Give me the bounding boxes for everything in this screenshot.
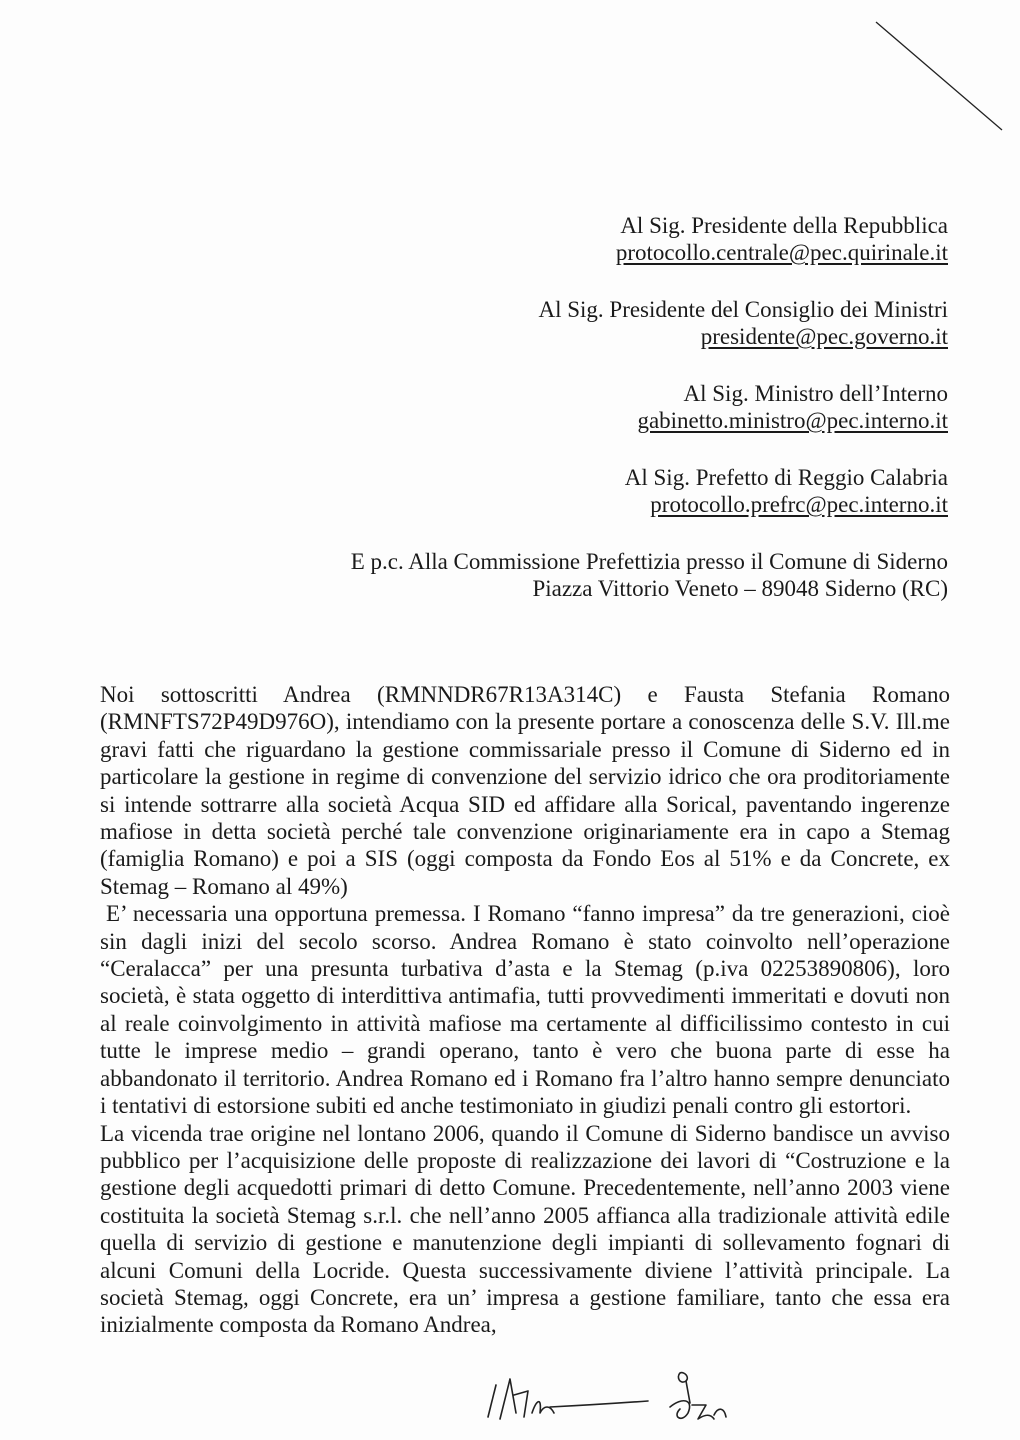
cc-line-1: E p.c. Alla Commissione Prefettizia presso il Comune di Siderno [350, 549, 948, 574]
recipient-line: Al Sig. Presidente della Repubblica [620, 213, 948, 238]
recipient-email: protocollo.centrale@pec.quirinale.it [615, 240, 948, 265]
corner-pen-stroke [870, 18, 1010, 138]
handwritten-signatures [470, 1355, 810, 1435]
recipients-block [248, 212, 948, 602]
recipient-minister-interior [248, 380, 948, 434]
recipient-prefect [248, 464, 948, 518]
cc-line-2: Piazza Vittorio Veneto – 89048 Siderno (RC) [532, 576, 948, 601]
letter-body [100, 681, 950, 1339]
recipient-email: protocollo.prefrc@pec.interno.it [650, 492, 948, 517]
recipient-email: presidente@pec.governo.it [700, 324, 948, 349]
recipient-line: Al Sig. Prefetto di Reggio Calabria [624, 465, 948, 490]
paragraph-intro: Noi sottoscritti Andrea (RMNNDR67R13A314C) e Fausta Stefania Romano (RMNFTS72P49D976O), intendiamo con la presente portare a conoscenza delle S.V. Ill.me gravi fatti che riguardano la gestione commissariale presso il Comune di Siderno ed in particolare la gestione in regime di convenzione del servizio idrico che ora proditoriamente si intende sottrarre alla società Acqua SID ed affidare alla Sorical, paventando ingerenze mafiose in detta società perché tale convenzione originariamente era in capo a Stemag (famiglia Romano) e poi a SIS (oggi composta da Fondo Eos al 51% e da Concrete, ex Stemag – Romano al 49%) [100, 682, 950, 899]
recipient-email: gabinetto.ministro@pec.interno.it [637, 408, 948, 433]
recipient-president-republic [248, 212, 948, 266]
recipient-president-council [248, 296, 948, 350]
paragraph-origin: La vicenda trae origine nel lontano 2006, quando il Comune di Siderno bandisce un avviso pubblico per l’acquisizione delle proposte di realizzazione dei lavori di “Costruzione e la gestione degli acquedotti primari di detto Comune. Precedentemente, nell’anno 2003 viene costituita la società Stemag s.r.l. che nell’anno 2005 affianca alla tradizionale attività edile quella di servizio di gestione e manutenzione degli impianti di sollevamento fognari di alcuni Comuni della Locride. Questa successivamente diviene l’attività principale. La società Stemag, oggi Concrete, era un’ impresa a gestione familiare, tanto che essa era inizialmente composta da Romano Andrea, [100, 1120, 950, 1338]
recipient-line: Al Sig. Presidente del Consiglio dei Ministri [538, 297, 948, 322]
recipient-cc-commission [248, 548, 948, 602]
recipient-line: Al Sig. Ministro dell’Interno [683, 381, 948, 406]
paragraph-premise: E’ necessaria una opportuna premessa. I Romano “fanno impresa” da tre generazioni, cioè sin dagli inizi del secolo scorso. Andrea Romano è stato coinvolto nell’operazione “Ceralacca” per una presunta turbativa d’asta e la Stemag (p.iva 02253890806), loro società, è stata oggetto di interdittiva antimafia, tutti provvedimenti immeritati e dovuti non al reale coinvolgimento in attività mafiose ma certamente al difficilissimo contesto in cui tutte le imprese medio – grandi operano, tanto è vero che buona parte di esse ha abbandonato il territorio. Andrea Romano ed i Romano fra l’altro hanno sempre denunciato i tentativi di estorsione subiti ed anche testimoniato in giudizi penali contro gli estortori. [100, 901, 950, 1119]
